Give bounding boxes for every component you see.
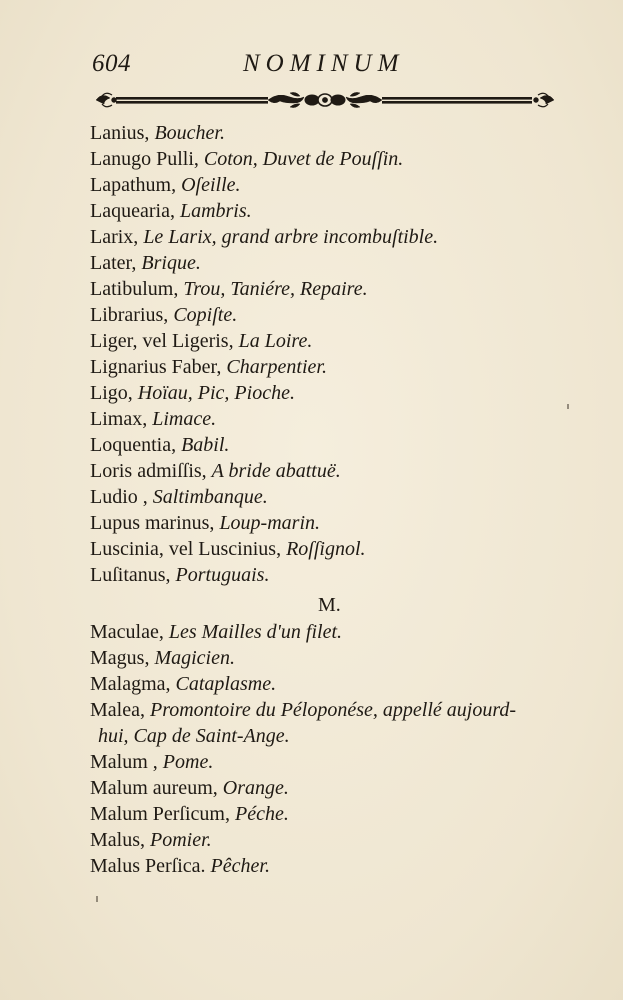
french-gloss: Promontoire du Péloponése, appellé aujourd- (149, 699, 517, 721)
list-item (90, 380, 590, 406)
french-gloss: Charpentier. (226, 356, 327, 378)
latin-term: Lanugo Pulli, (90, 148, 204, 170)
list-item (90, 120, 590, 146)
french-gloss: Magicien. (154, 647, 235, 669)
latin-term: Malus, (90, 829, 150, 851)
latin-term: Lanius, (90, 122, 155, 144)
latin-term: Limax, (90, 408, 153, 430)
section-heading-m: M. (318, 594, 341, 616)
latin-term: Latibulum, (90, 278, 184, 300)
french-gloss: Loup-marin. (219, 512, 321, 534)
latin-term: Luscinia, vel Luscinius, (90, 538, 287, 560)
french-gloss: Oſeille. (181, 174, 241, 196)
list-item (90, 354, 590, 380)
latin-term: Ligo, (90, 382, 138, 404)
latin-term: Laquearia, (90, 200, 180, 222)
latin-term: Later, (90, 252, 142, 274)
french-gloss: Limace. (152, 408, 217, 430)
latin-term: Malagma, (90, 673, 176, 695)
french-gloss: Portuguais. (175, 564, 270, 586)
list-item (90, 697, 590, 749)
french-gloss: Hoïau, Pic, Pioche. (137, 382, 295, 404)
list-item (90, 801, 590, 827)
list-item (90, 406, 590, 432)
list-item (90, 775, 590, 801)
french-gloss-continuation: hui, Cap de Saint-Ange. (98, 725, 290, 747)
list-item (90, 302, 590, 328)
french-gloss: Coton, Duvet de Pouſſin. (203, 148, 404, 170)
latin-term: Malum aureum, (90, 777, 223, 799)
entries-letter-l (90, 120, 590, 588)
list-item (90, 671, 590, 697)
french-gloss: Roſſignol. (286, 538, 366, 560)
latin-term: Malum Perſicum, (90, 803, 235, 825)
french-gloss: Babil. (181, 434, 230, 456)
french-gloss: Trou, Taniére, Repaire. (183, 278, 368, 300)
list-item (90, 250, 590, 276)
latin-term: Lapathum, (90, 174, 182, 196)
paper-speck (567, 404, 569, 409)
latin-term: Malea, (90, 699, 150, 721)
french-gloss: Lambris. (179, 200, 252, 222)
list-item (90, 224, 590, 250)
list-item (90, 458, 590, 484)
latin-term: Malus Perſica. (90, 855, 211, 877)
french-gloss: Saltimbanque. (152, 486, 268, 508)
french-gloss: Orange. (222, 777, 289, 799)
latin-term: Malum , (90, 751, 163, 773)
latin-term: Maculae, (90, 621, 169, 643)
latin-term: Loris admiſſis, (90, 460, 212, 482)
latin-term: Larix, (90, 226, 144, 248)
list-item (90, 328, 590, 354)
list-item (90, 172, 590, 198)
latin-term: Lupus marinus, (90, 512, 220, 534)
french-gloss: Copiſte. (173, 304, 238, 326)
french-gloss: La Loire. (238, 330, 313, 352)
list-item (90, 562, 590, 588)
latin-term: Librarius, (90, 304, 174, 326)
list-item (90, 484, 590, 510)
list-item (90, 645, 590, 671)
entries-letter-m (90, 619, 590, 879)
list-item (90, 853, 590, 879)
list-item (90, 510, 590, 536)
french-gloss: Le Larix, grand arbre incombuſtible. (143, 226, 439, 248)
french-gloss: Brique. (141, 252, 201, 274)
list-item (90, 198, 590, 224)
page-number: 604 (92, 50, 131, 77)
french-gloss: A bride abattuë. (211, 460, 341, 482)
french-gloss: Les Mailles d'un filet. (168, 621, 343, 643)
decorative-rule-ornament-icon (92, 87, 558, 113)
french-gloss: Pêcher. (210, 855, 270, 877)
latin-term: Loquentia, (90, 434, 182, 456)
list-item (90, 749, 590, 775)
running-head: NOMINUM (243, 50, 405, 77)
list-item (90, 146, 590, 172)
latin-term: Liger, vel Ligeris, (90, 330, 239, 352)
paper-speck (96, 896, 98, 902)
list-item (90, 827, 590, 853)
french-gloss: Pome. (162, 751, 214, 773)
list-item (90, 432, 590, 458)
latin-term: Magus, (90, 647, 155, 669)
list-item (90, 536, 590, 562)
french-gloss: Boucher. (154, 122, 225, 144)
list-item (90, 276, 590, 302)
latin-term: Luſitanus, (90, 564, 176, 586)
latin-term: Ludio , (90, 486, 153, 508)
french-gloss: Cataplasme. (175, 673, 277, 695)
french-gloss: Péche. (234, 803, 289, 825)
french-gloss: Pomier. (150, 829, 212, 851)
latin-term: Lignarius Faber, (90, 356, 227, 378)
list-item (90, 619, 590, 645)
